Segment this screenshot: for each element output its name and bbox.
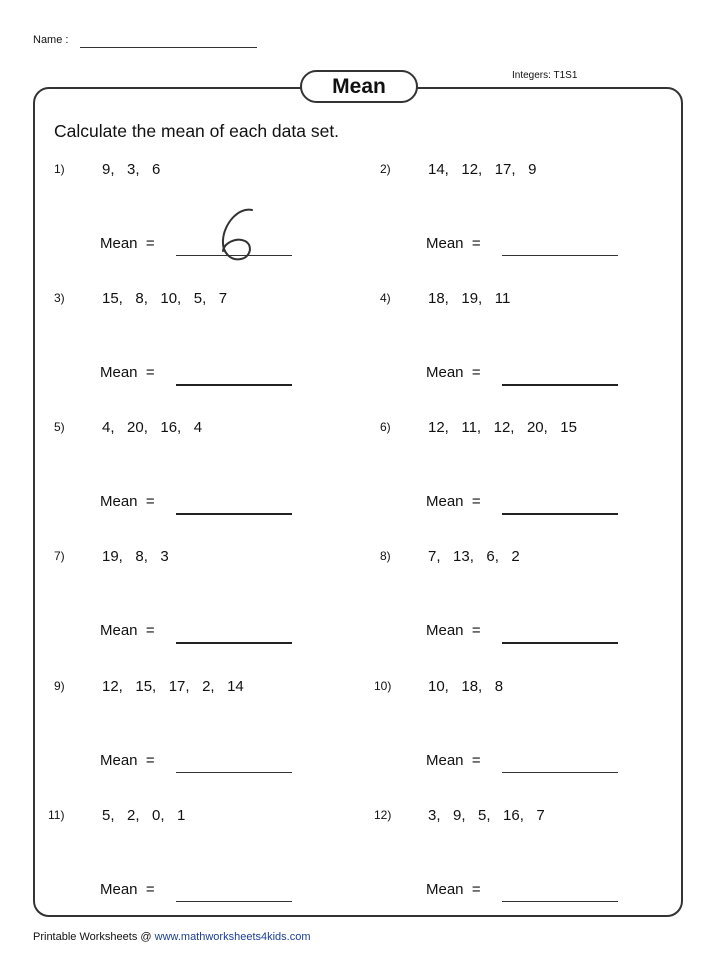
problem-number: 9): [54, 679, 65, 693]
problem-4: [380, 291, 680, 416]
problem-7: [54, 549, 354, 674]
mean-label: Mean =: [426, 235, 481, 252]
mean-label: Mean =: [100, 752, 155, 769]
answer-line[interactable]: [176, 255, 292, 256]
problem-10: [374, 678, 680, 804]
data-set: 4, 20, 16, 4: [102, 419, 203, 436]
problem-11: [48, 807, 354, 933]
mean-label: Mean =: [426, 493, 481, 510]
mean-label: Mean =: [426, 622, 481, 639]
footer-link[interactable]: www.mathworksheets4kids.com: [154, 931, 311, 943]
answer-line[interactable]: [502, 255, 618, 256]
answer-line[interactable]: [176, 901, 292, 902]
problem-8: [380, 549, 680, 674]
data-set: 12, 15, 17, 2, 14: [102, 678, 244, 695]
data-set: 15, 8, 10, 5, 7: [102, 290, 228, 307]
problem-6: [380, 420, 680, 545]
mean-label: Mean =: [100, 622, 155, 639]
problem-number: 7): [54, 549, 65, 563]
answer-line[interactable]: [176, 513, 292, 515]
data-set: 10, 18, 8: [428, 678, 504, 695]
footer: [33, 931, 311, 943]
answer-line[interactable]: [502, 642, 618, 644]
problem-number: 1): [54, 162, 65, 176]
answer-line[interactable]: [176, 384, 292, 386]
problem-number: 2): [380, 162, 391, 176]
problem-number: 8): [380, 549, 391, 563]
data-set: 9, 3, 6: [102, 161, 161, 178]
footer-text: Printable Worksheets @: [33, 931, 155, 943]
mean-label: Mean =: [100, 493, 155, 510]
problem-12: [374, 807, 680, 933]
data-set: 7, 13, 6, 2: [428, 548, 520, 565]
problem-5: [54, 420, 354, 545]
data-set: 3, 9, 5, 16, 7: [428, 807, 545, 824]
mean-label: Mean =: [100, 235, 155, 252]
worksheet-code: Integers: T1S1: [512, 70, 578, 81]
mean-label: Mean =: [100, 364, 155, 381]
data-set: 5, 2, 0, 1: [102, 807, 186, 824]
page-title: Mean: [300, 70, 418, 103]
problem-number: 10): [374, 679, 392, 693]
problem-number: 3): [54, 291, 65, 305]
data-set: 18, 19, 11: [428, 290, 511, 307]
answer-line[interactable]: [502, 772, 618, 773]
data-set: 14, 12, 17, 9: [428, 161, 537, 178]
name-line[interactable]: [80, 47, 257, 48]
problem-number: 5): [54, 420, 65, 434]
mean-label: Mean =: [426, 752, 481, 769]
answer-line[interactable]: [176, 772, 292, 773]
answer-line[interactable]: [502, 513, 618, 515]
problem-number: 12): [374, 808, 392, 822]
mean-label: Mean =: [100, 881, 155, 898]
data-set: 12, 11, 12, 20, 15: [428, 419, 577, 436]
problem-1: [54, 162, 354, 287]
mean-label: Mean =: [426, 364, 481, 381]
data-set: 19, 8, 3: [102, 548, 169, 565]
name-label: Name :: [33, 34, 69, 46]
answer-line[interactable]: [176, 642, 292, 644]
problem-3: [54, 291, 354, 416]
answer-line[interactable]: [502, 384, 618, 386]
mean-label: Mean =: [426, 881, 481, 898]
instructions: Calculate the mean of each data set.: [54, 121, 340, 141]
answer-line[interactable]: [502, 901, 618, 902]
problem-2: [380, 162, 680, 287]
problem-number: 4): [380, 291, 391, 305]
problem-number: 6): [380, 420, 391, 434]
problem-9: [54, 679, 354, 804]
problem-number: 11): [48, 808, 65, 822]
